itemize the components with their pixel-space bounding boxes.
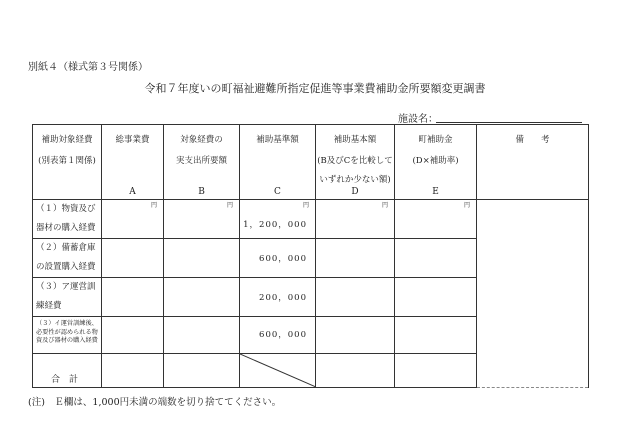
town-subsidy-cell[interactable]	[395, 317, 477, 354]
total-cost-total-cell[interactable]	[102, 354, 164, 388]
town-subsidy-cell[interactable]: 円	[395, 200, 477, 239]
base-amount-cell[interactable]	[316, 278, 395, 317]
actual-expense-cell[interactable]	[164, 278, 240, 317]
header-total-cost: 総事業費 A	[102, 125, 164, 200]
base-amount-cell[interactable]	[316, 317, 395, 354]
row-category: （３）イ運営訓練後、必要性が認められる物資及び器材の購入経費	[33, 317, 102, 354]
header-category: 補助対象経費 (別表第１関係)	[33, 125, 102, 200]
total-cost-cell[interactable]	[102, 317, 164, 354]
header-standard-amount: 補助基準額 C	[240, 125, 316, 200]
total-cost-cell[interactable]	[102, 278, 164, 317]
total-cost-cell[interactable]	[102, 239, 164, 278]
row-category: （１）物資及び器材の購入経費	[33, 200, 102, 239]
standard-amount-total-cell	[240, 354, 316, 388]
facility-name-field[interactable]	[436, 122, 582, 123]
actual-expense-cell[interactable]: 円	[164, 200, 240, 239]
total-label-cell: 合 計	[33, 354, 102, 388]
town-subsidy-total-cell[interactable]	[395, 354, 477, 388]
standard-amount-cell: 200，000	[240, 278, 316, 317]
form-reference: 別紙４（様式第３号関係）	[28, 62, 148, 73]
standard-amount-cell: 600，000	[240, 239, 316, 278]
facility-name-label: 施設名：	[398, 114, 438, 125]
header-base-amount: 補助基本額 (B及びCを比較して いずれか少ない額) D	[316, 125, 395, 200]
subsidy-table	[32, 124, 589, 388]
header-town-subsidy: 町補助金 (D×補助率) E	[395, 125, 477, 200]
actual-expense-total-cell[interactable]	[164, 354, 240, 388]
row-category: （２）備蓄倉庫の設置購入経費	[33, 239, 102, 278]
base-amount-cell[interactable]	[316, 239, 395, 278]
actual-expense-cell[interactable]	[164, 317, 240, 354]
footnote: (注) Ｅ欄は、1,000円未満の端数を切り捨ててください。	[28, 397, 282, 408]
header-row	[33, 125, 589, 200]
standard-amount-cell: 600，000	[240, 317, 316, 354]
header-remarks: 備 考	[477, 125, 589, 200]
actual-expense-cell[interactable]	[164, 239, 240, 278]
row-category: （３）ア運営訓練経費	[33, 278, 102, 317]
base-amount-cell[interactable]: 円	[316, 200, 395, 239]
town-subsidy-cell[interactable]	[395, 239, 477, 278]
remarks-cell[interactable]	[477, 200, 589, 388]
total-cost-cell[interactable]: 円	[102, 200, 164, 239]
document-title: 令和７年度いの町福祉避難所指定促進等事業費補助金所要額変更調書	[144, 82, 486, 95]
town-subsidy-cell[interactable]	[395, 278, 477, 317]
base-amount-total-cell[interactable]	[316, 354, 395, 388]
diagonal-strike	[240, 354, 316, 387]
table-row	[33, 200, 589, 239]
standard-amount-cell: 円 1，200，000	[240, 200, 316, 239]
header-actual-expense: 対象経費の 実支出所要額 B	[164, 125, 240, 200]
